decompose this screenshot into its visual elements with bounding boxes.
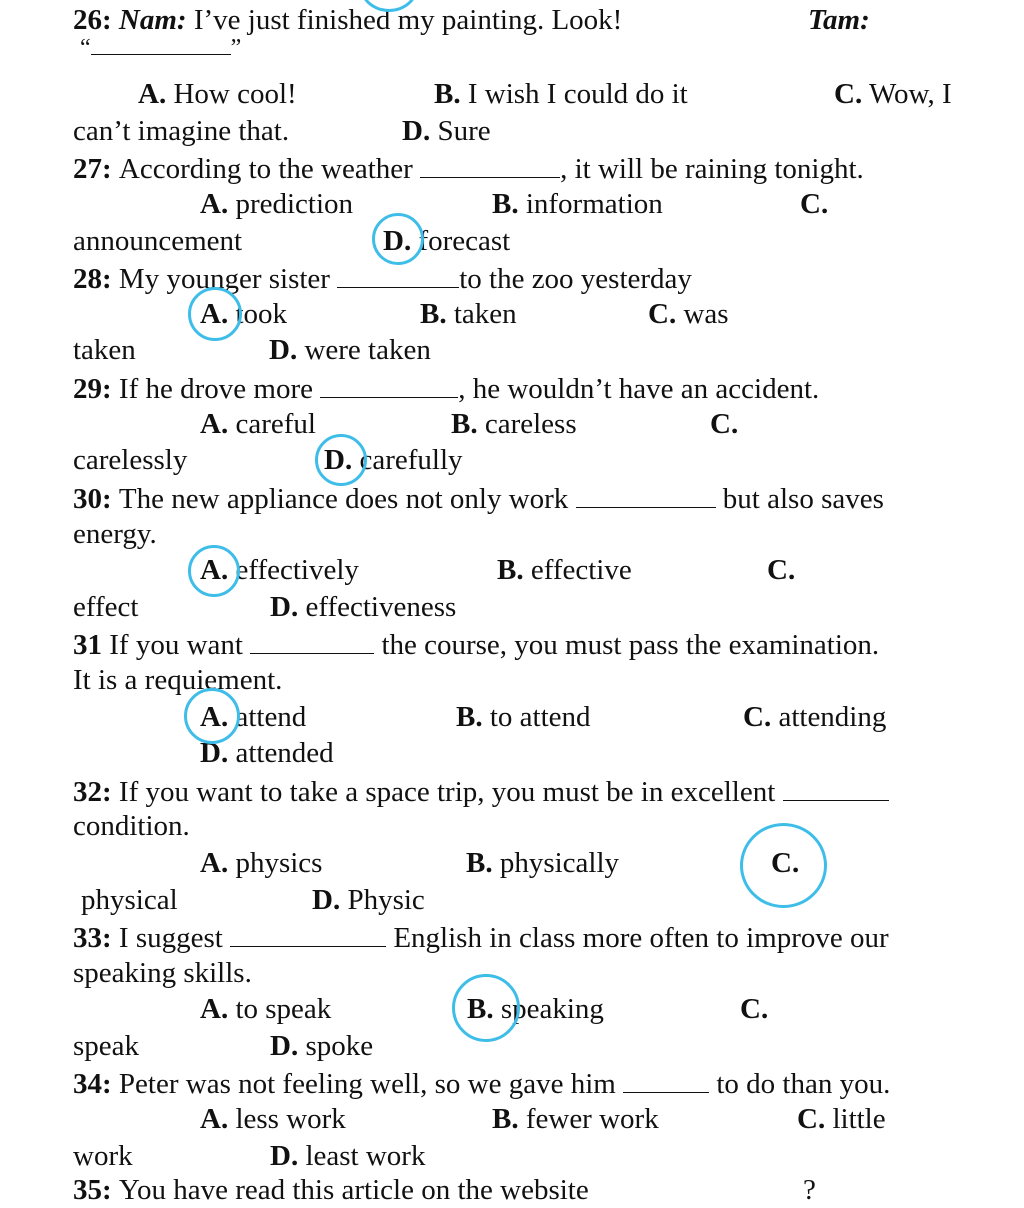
answer-circle: [188, 287, 242, 341]
option-34-b[interactable]: B. fewer work: [492, 1103, 659, 1135]
option-28-a[interactable]: A. took: [200, 298, 288, 330]
option-33-d[interactable]: D. spoke: [270, 1030, 374, 1062]
option-28-c[interactable]: C. was: [648, 298, 729, 330]
option-31-a[interactable]: A. attend: [200, 701, 307, 733]
question-35: 35: You have read this article on the website: [73, 1174, 589, 1206]
option-29-d[interactable]: D. carefully: [324, 444, 463, 476]
option-33-a[interactable]: A. to speak: [200, 993, 332, 1025]
option-29-a[interactable]: A. careful: [200, 408, 316, 440]
option-33-b[interactable]: B. speaking: [467, 993, 604, 1025]
option-27-b[interactable]: B. information: [492, 188, 663, 220]
option-28-c-cont: taken: [73, 334, 136, 366]
option-30-c[interactable]: C.: [767, 554, 796, 586]
option-33-c[interactable]: C.: [740, 993, 769, 1025]
option-30-d[interactable]: D. effectiveness: [270, 591, 457, 623]
answer-circle: [188, 545, 240, 597]
option-31-c[interactable]: C. attending: [743, 701, 887, 733]
question-26: 26: Nam: I’ve just finished my painting. Look!: [73, 4, 623, 36]
option-27-c[interactable]: C.: [800, 188, 829, 220]
question-30: 30: The new appliance does not only work but also saves: [73, 479, 884, 517]
option-27-c-cont: announcement: [73, 225, 243, 257]
answer-circle: [372, 213, 424, 265]
question-27: 27: According to the weather , it will be raining tonight.: [73, 149, 864, 187]
option-32-b[interactable]: B. physically: [466, 847, 620, 879]
question-34: 34: Peter was not feeling well, so we gave him to do than you.: [73, 1064, 890, 1102]
question-33: 33: I suggest English in class more often to improve our: [73, 918, 889, 956]
option-26-c-cont: can’t imagine that.: [73, 115, 290, 147]
option-31-d[interactable]: D. attended: [200, 737, 334, 769]
question-33-cont: speaking skills.: [73, 957, 252, 989]
option-26-c[interactable]: C. Wow, I: [834, 78, 952, 110]
question-32: 32: If you want to take a space trip, you must be in excellent: [73, 772, 889, 810]
option-32-d[interactable]: D. Physic: [312, 884, 425, 916]
answer-circle: [184, 688, 240, 744]
option-27-a[interactable]: A. prediction: [200, 188, 354, 220]
option-26-d[interactable]: D. Sure: [402, 115, 491, 147]
option-26-b[interactable]: B. I wish I could do it: [434, 78, 688, 110]
option-28-d[interactable]: D. were taken: [269, 334, 431, 366]
option-32-a[interactable]: A. physics: [200, 847, 323, 879]
question-35-end: ?: [803, 1174, 816, 1206]
question-31-cont: It is a requiement.: [73, 664, 283, 696]
quote-marks: “ ”: [80, 30, 241, 66]
question-30-cont: energy.: [73, 518, 157, 550]
question-28: 28: My younger sister to the zoo yesterday: [73, 259, 692, 297]
option-28-b[interactable]: B. taken: [420, 298, 517, 330]
option-30-b[interactable]: B. effective: [497, 554, 632, 586]
option-34-d[interactable]: D. least work: [270, 1140, 426, 1172]
option-34-a[interactable]: A. less work: [200, 1103, 346, 1135]
option-32-c-cont: physical: [81, 884, 178, 916]
option-29-b[interactable]: B. careless: [451, 408, 577, 440]
option-33-c-cont: speak: [73, 1030, 140, 1062]
answer-circle: [452, 974, 520, 1042]
question-31: 31 If you want the course, you must pass the examination.: [73, 625, 879, 663]
speaker-tam: Tam:: [808, 4, 870, 36]
question-32-cont: condition.: [73, 810, 190, 842]
option-30-a[interactable]: A. effectively: [200, 554, 359, 586]
answer-circle: [740, 823, 827, 908]
option-29-c[interactable]: C.: [710, 408, 739, 440]
option-34-c-cont: work: [73, 1140, 133, 1172]
option-27-d[interactable]: D. forecast: [383, 225, 511, 257]
option-29-c-cont: carelessly: [73, 444, 188, 476]
option-31-b[interactable]: B. to attend: [456, 701, 591, 733]
option-34-c[interactable]: C. little: [797, 1103, 886, 1135]
option-26-a[interactable]: A. How cool!: [138, 78, 297, 110]
option-30-c-cont: effect: [73, 591, 139, 623]
question-29: 29: If he drove more , he wouldn’t have an accident.: [73, 369, 819, 407]
option-32-c[interactable]: C.: [771, 847, 800, 879]
